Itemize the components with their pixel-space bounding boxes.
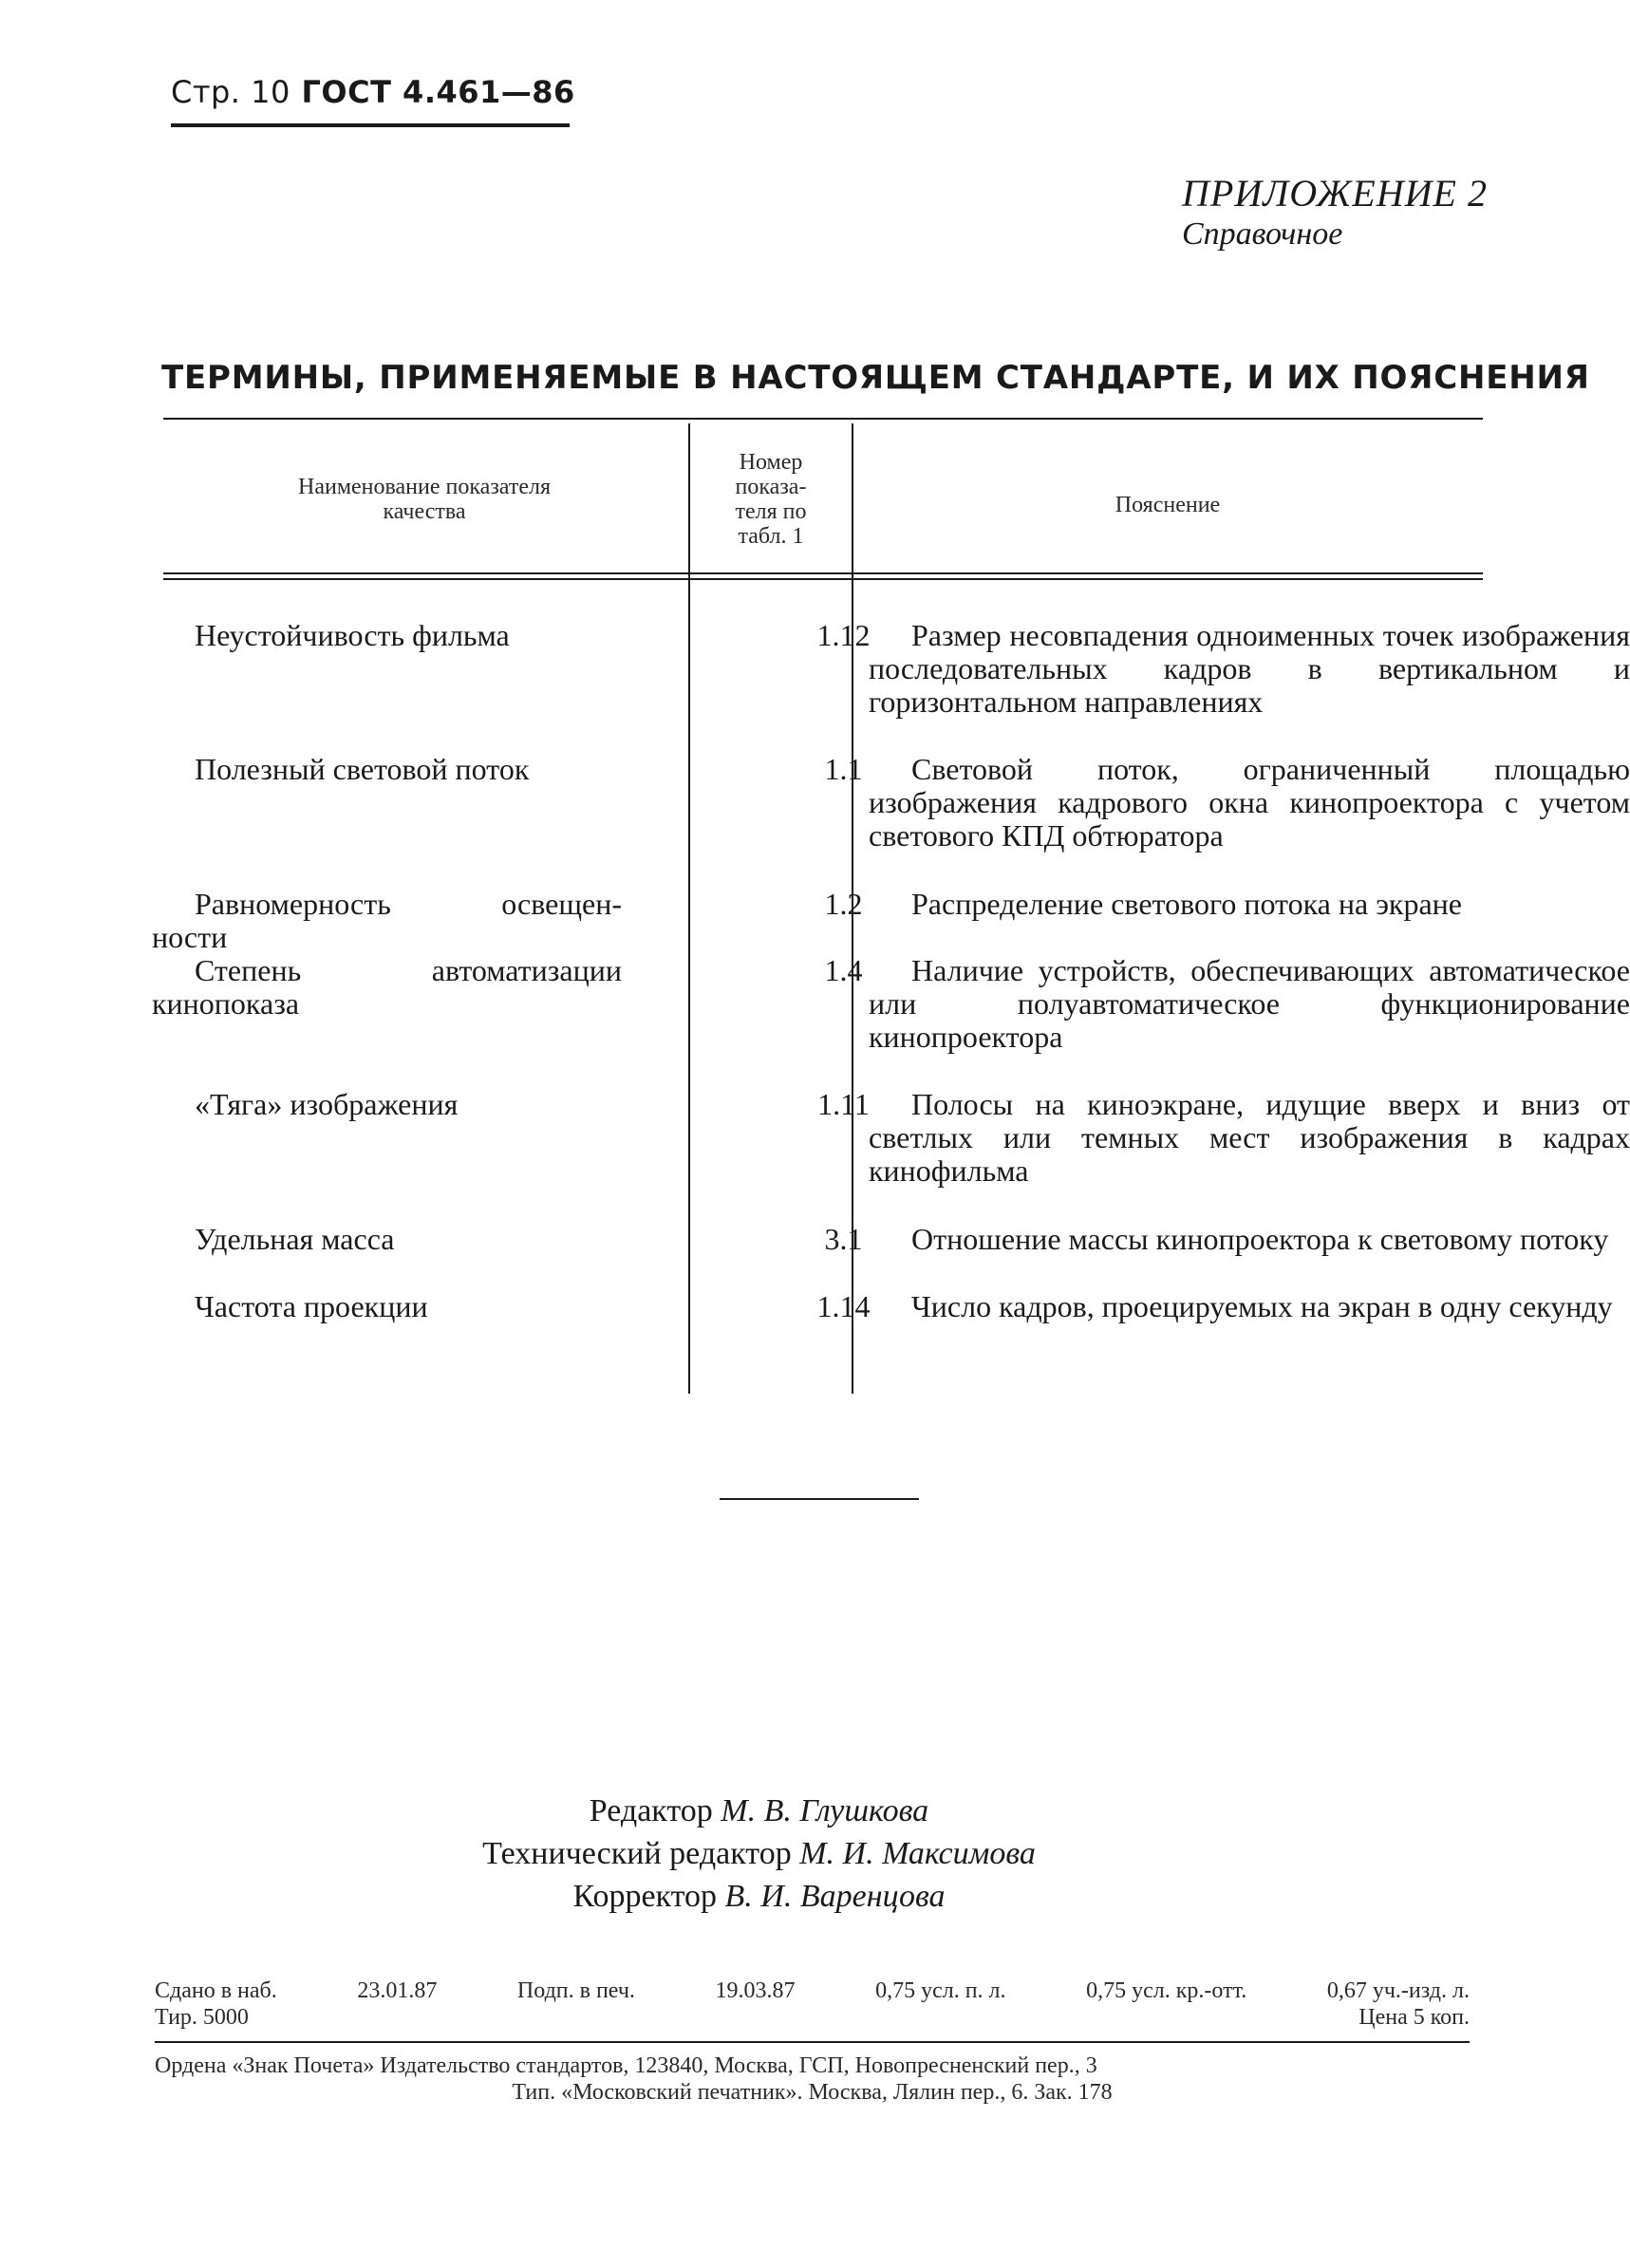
term-name	[152, 888, 669, 954]
credit-person: М. В. Глушкова	[721, 1793, 929, 1828]
term-number: 1.2	[824, 887, 863, 921]
page-header	[171, 74, 575, 127]
term-name: Удельная масса	[195, 1222, 395, 1256]
header-bottom-rule-double	[163, 578, 1483, 580]
term-explanation: Размер несовпадения одноименных точек изображения последовательных кадров в вертикальном и горизонтальном направлениях	[869, 618, 1630, 719]
imprint-item: 0,75 усл. кр.-отт.	[1086, 1978, 1247, 2003]
section-separator	[720, 1498, 919, 1500]
credit-editor	[0, 1790, 1518, 1833]
table-top-rule	[163, 418, 1483, 420]
credit-person: В. И. Варенцова	[724, 1879, 946, 1914]
header-name-line: Наименование показателя	[298, 475, 551, 499]
credit-role: Редактор	[589, 1793, 713, 1828]
header-number-line: табл. 1	[738, 524, 804, 549]
term-name-part: освещен-	[501, 887, 622, 921]
term-name-part: кинопоказа	[152, 986, 300, 1021]
header-bottom-rule	[163, 572, 1483, 574]
imprint-printer: Тип. «Московский печатник». Москва, Лялин пер., 6. Зак. 178	[512, 2080, 1113, 2105]
header-explanation: Пояснение	[1115, 493, 1221, 517]
imprint-item: Подп. в печ.	[516, 1978, 635, 2003]
term-name: Полезный световой поток	[195, 752, 530, 786]
term-number: 1.12	[816, 618, 871, 652]
term-name: Неустойчивость фильма	[195, 618, 510, 652]
term-number: 1.1	[824, 752, 863, 786]
credit-proofreader	[0, 1875, 1518, 1919]
imprint-publisher-block	[155, 2052, 1470, 2106]
imprint-print-details	[155, 1977, 1470, 2031]
standard-number: ГОСТ 4.461—86	[301, 74, 575, 110]
header-name	[163, 475, 685, 524]
imprint-circulation: Тир. 5000	[155, 2005, 249, 2030]
credit-person: М. И. Максимова	[799, 1836, 1036, 1871]
imprint-item: 0,75 усл. п. л.	[875, 1978, 1006, 2003]
term-name-part: автоматизации	[431, 953, 622, 987]
term-explanation: Наличие устройств, обеспечивающих автоматическое или полуавтоматическое функционирование кинопроектора	[869, 953, 1630, 1054]
term-name	[152, 954, 669, 1021]
header-number-line: теля по	[735, 499, 807, 524]
column-divider-1	[688, 423, 690, 1394]
header-number-line: показа-	[735, 475, 807, 499]
credit-role: Корректор	[572, 1879, 718, 1914]
appendix-title: ПРИЛОЖЕНИЕ 2	[1182, 172, 1488, 215]
header-number	[691, 450, 851, 549]
header-number-line: Номер	[739, 450, 803, 475]
term-explanation: Отношение массы кинопроектора к световому потоку	[911, 1222, 1609, 1256]
term-explanation: Световой поток, ограниченный площадью изображения кадрового окна кинопроектора с учетом светового КПД обтюратора	[869, 752, 1630, 853]
imprint-price: Цена 5 коп.	[1358, 2005, 1470, 2030]
credit-technical-editor	[0, 1832, 1518, 1876]
imprint-item: Сдано в наб.	[155, 1978, 277, 2003]
term-name-part: ности	[152, 920, 228, 954]
term-explanation: Распределение светового потока на экране	[911, 887, 1462, 921]
term-number: 1.14	[816, 1289, 871, 1323]
term-explanation: Полосы на киноэкране, идущие вверх и вниз от светлых или темных мест изображения в кадрах кинофильма	[869, 1087, 1630, 1188]
imprint-item: 0,67 уч.-изд. л.	[1326, 1978, 1470, 2003]
term-name: «Тяга» изображения	[195, 1087, 459, 1121]
imprint-publisher: Ордена «Знак Почета» Издательство стандартов, 123840, Москва, ГСП, Новопресненский пер., 3	[155, 2053, 1097, 2078]
credit-role: Технический редактор	[482, 1836, 792, 1871]
imprint-item: 19.03.87	[715, 1978, 796, 2003]
appendix-subtitle: Справочное	[1182, 216, 1343, 252]
imprint-rule	[155, 2041, 1470, 2043]
term-number: 1.11	[817, 1087, 870, 1121]
term-name: Частота проекции	[195, 1289, 428, 1323]
term-name-part: Равномерность	[195, 887, 391, 921]
page-number: Стр. 10	[171, 74, 290, 110]
document-title: ТЕРМИНЫ, ПРИМЕНЯЕМЫЕ В НАСТОЯЩЕМ СТАНДАРТЕ, И ИХ ПОЯСНЕНИЯ	[161, 359, 1590, 397]
term-number: 1.4	[824, 953, 863, 987]
term-number: 3.1	[824, 1222, 863, 1256]
imprint-item: 23.01.87	[357, 1978, 438, 2003]
term-name-part: Степень	[195, 953, 302, 987]
term-explanation: Число кадров, проецируемых на экран в одну секунду	[911, 1289, 1613, 1323]
header-name-line: качества	[383, 499, 466, 524]
